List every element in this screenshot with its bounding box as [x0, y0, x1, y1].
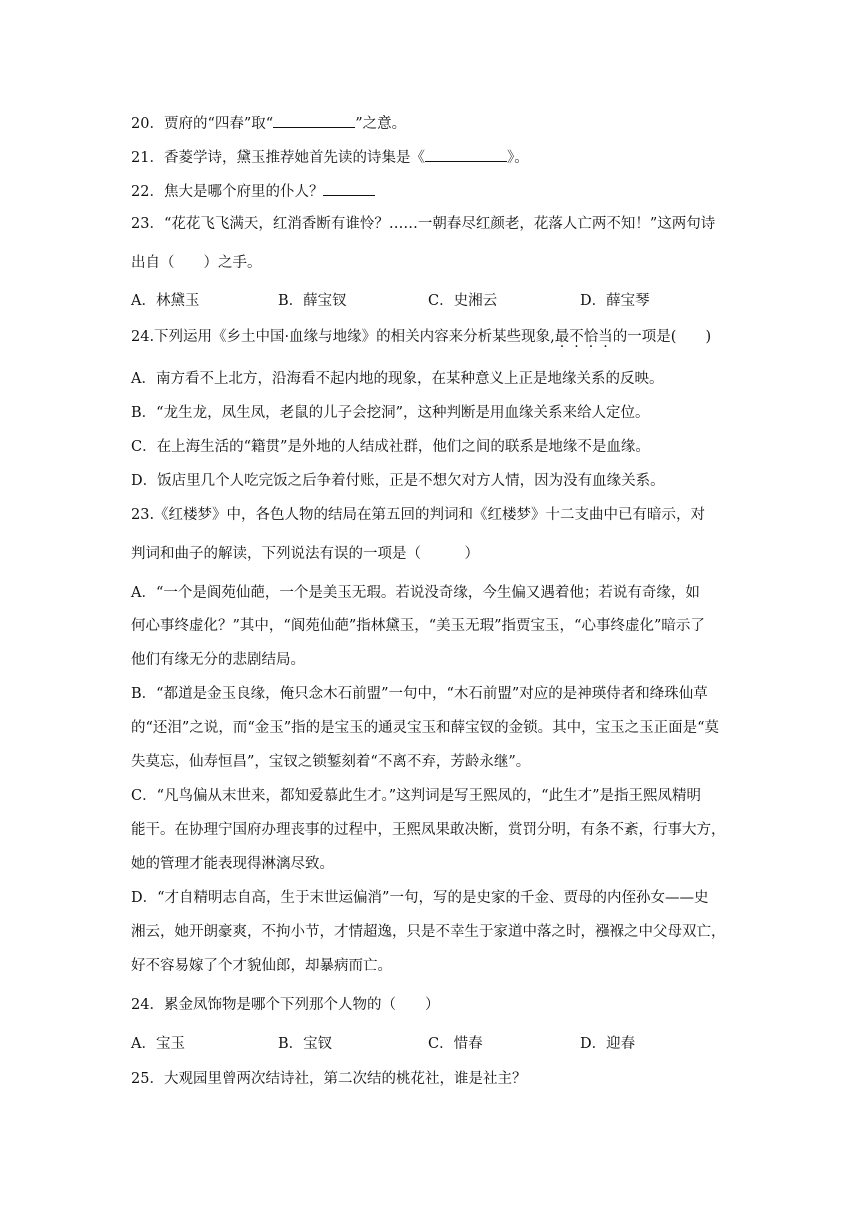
- question-24b: 24．累金凤饰物是哪个下列那个人物的（ ）: [131, 997, 440, 1013]
- option-d: D．迎春: [580, 1036, 636, 1052]
- emphasis-char: 不: [569, 329, 584, 345]
- question-22: [131, 181, 760, 201]
- q20-text-before: 20．贾府的“四春”取“: [131, 116, 274, 132]
- option-b: B．宝钗: [278, 1036, 333, 1052]
- q22-text: 22．焦大是哪个府里的仆人？: [131, 184, 324, 200]
- question-25: 25．大观园里曾两次结诗社，第二次结的桃花社，谁是社主？: [131, 1071, 527, 1087]
- emphasis-char: 恰: [583, 329, 599, 345]
- q23b-option-b-line3: 失莫忘，仙寿恒昌”，宝钗之锁錾刻着“不离不弃，芳龄永继”。: [131, 754, 531, 770]
- q23b-option-a-line3: 他们有缘无分的悲剧结局。: [131, 652, 305, 668]
- answer-blank: [323, 181, 375, 196]
- emphasis-char: 最: [554, 329, 570, 345]
- answer-blank: [425, 147, 507, 162]
- question-20: [131, 113, 760, 133]
- q23b-option-d-line3: 好不容易嫁了个才貌仙郎，却暴病而亡。: [131, 958, 392, 974]
- question-23b-line1: 23.《红楼梦》中，各色人物的结局在第五回的判词和《红楼梦》十二支曲中已有暗示，对: [131, 507, 706, 523]
- q24a-text-after: 的一项是( ): [612, 329, 712, 345]
- option-d: D．薛宝琴: [580, 293, 650, 309]
- q23b-option-a-line2: 何心事终虚化？”其中，“阆苑仙葩”指林黛玉，“美玉无瑕”指贾宝玉，“心事终虚化”暗示了: [131, 618, 705, 634]
- question-21: [131, 147, 760, 167]
- q24a-option-c: C．在上海生活的“籍贯”是外地的人结成社群，他们之间的联系是地缘不是血缘。: [131, 439, 650, 455]
- answer-blank: [273, 113, 355, 128]
- q24a-text-before: 24.下列运用《乡土中国·血缘与地缘》的相关内容来分析某些现象,: [131, 329, 555, 345]
- option-a: A．林黛玉: [131, 293, 200, 309]
- q23b-option-b-line2: 的“还泪”之说，而“金玉”指的是宝玉的通灵宝玉和薛宝钗的金锁。其中，宝玉之玉正面是“莫: [131, 720, 720, 736]
- emphasis-char: 当: [598, 329, 613, 345]
- q24a-option-a: A．南方看不上北方，沿海看不起内地的现象，在某种意义上正是地缘关系的反映。: [131, 371, 664, 387]
- q21-text-before: 21．香菱学诗，黛玉推荐她首先读的诗集是《: [131, 150, 425, 166]
- option-a: A．宝玉: [131, 1036, 185, 1052]
- question-23b-line2: 判词和曲子的解读，下列说法有误的一项是（ ）: [131, 546, 479, 562]
- q20-text-after: ”之意。: [355, 116, 407, 132]
- q23b-option-c-line2: 能干。在协理宁国府办理丧事的过程中，王熙凤果敢决断，赏罚分明，有条不紊，行事大方，: [131, 822, 726, 838]
- q23b-option-b-line1: B．“都道是金玉良缘，俺只念木石前盟”一句中，“木石前盟”对应的是神瑛侍者和绛珠仙草: [131, 686, 708, 702]
- q24a-option-b: B．“龙生龙，凤生凤，老鼠的儿子会挖洞”，这种判断是用血缘关系来给人定位。: [131, 405, 650, 421]
- question-23a-line1: 23．“花花飞飞满天，红消香断有谁怜？……一朝春尽红颜老，花落人亡两不知！”这两句诗: [131, 216, 716, 232]
- option-c: C．史湘云: [428, 293, 498, 309]
- q24a-option-d: D．饭店里几个人吃完饭之后争着付账，正是不想欠对方人情，因为没有血缘关系。: [131, 473, 665, 489]
- q23b-option-d-line2: 湘云，她开朗豪爽，不拘小节，才情超逸，只是不幸生于家道中落之时，襁褓之中父母双亡，: [131, 924, 726, 940]
- q23b-option-c-line3: 她的管理才能表现得淋漓尽致。: [131, 856, 334, 872]
- q23b-option-a-line1: A．“一个是阆苑仙葩，一个是美玉无瑕。若说没奇缘，今生偏又遇着他；若说有奇缘，如: [131, 585, 700, 601]
- q23b-option-c-line1: C．“凡鸟偏从末世来，都知爱慕此生才。”这判词是写王熙凤的，“此生才”是指王熙凤精明: [131, 788, 701, 804]
- option-c: C．惜春: [428, 1036, 483, 1052]
- q21-text-after: 》。: [506, 150, 529, 166]
- q23b-option-d-line1: D．“才自精明志自高，生于末世运偏消”一句，写的是史家的千金、贾母的内侄孙女——史: [131, 890, 709, 906]
- option-b: B．薛宝钗: [278, 293, 347, 309]
- question-23a-line2: 出自（ ）之手。: [131, 255, 262, 271]
- question-24a-stem: [131, 328, 760, 346]
